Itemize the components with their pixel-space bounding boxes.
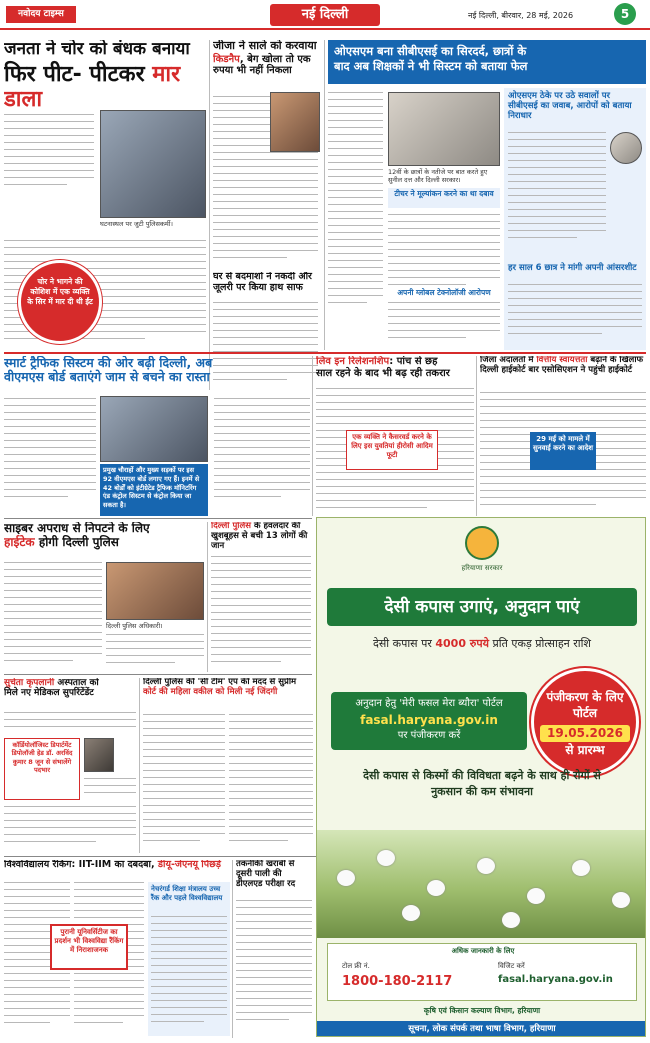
cotton-field-image	[317, 830, 646, 938]
body-text-2	[106, 634, 204, 669]
headline: सुचेता कृपलानी अस्पताल को	[4, 678, 99, 688]
ad-department: कृषि एवं किसान कल्याण विभाग, हरियाणा	[423, 1006, 541, 1015]
ad-footer: सूचना, लोक संपर्क तथा भाषा विभाग, हरियाणा	[317, 1021, 646, 1037]
headline-2: वीएमएस बोर्ड बताएंगे जाम से बचने का रास्ता	[4, 369, 210, 385]
photo-caption: 12वीं के छात्रों के नतीजे पर बात करते हुए सुनील दत्त और दिल्ली सरकार।	[388, 168, 488, 185]
visit-url-link[interactable]: fasal.haryana.gov.in	[498, 974, 613, 985]
headline: दिल्ली पुलिस के हवलदार की	[211, 522, 301, 531]
headline-2: किडनैप, बेग खोला तो एक रुपया भी नहीं निकला	[213, 53, 311, 77]
inset-box: एक व्यक्ति ने कैसरवर्ड करने के लिए इस युवतियां हीरोसी आदिम फूटी	[346, 430, 438, 470]
headline-2: साल रहने के बाद भी बढ़ रही तकरार	[316, 367, 450, 379]
article-university-rankings	[4, 860, 230, 1038]
headline: घर से बदमाशों ने नकदी और	[213, 272, 312, 282]
section-rule	[4, 518, 312, 519]
body-text-3	[4, 806, 136, 848]
article-c-team-app	[143, 678, 313, 853]
headline-2: दूसरी पाली की	[236, 868, 282, 879]
subhead-2: अपनी ग्लोबल टेक्नोलॉजी आरोपण	[397, 288, 491, 297]
page-number: 5	[614, 3, 636, 25]
column-rule	[207, 522, 208, 672]
headline: लिव इन रिलेशनशिप: पांच से छह	[316, 356, 438, 367]
body-text-2	[388, 214, 500, 291]
body-text-3	[388, 302, 500, 344]
article-live-in	[316, 356, 474, 516]
article-district-courts	[480, 356, 646, 516]
body-text	[211, 556, 311, 668]
headline-3: डीएलएड परीक्षा रद	[236, 878, 296, 889]
haryana-cotton-advertisement[interactable]	[316, 517, 646, 1037]
masthead-dateline: नई दिल्ली, बीरवार, 28 मई, 2026	[468, 11, 574, 20]
headline-2: दिल्ली हाईकोर्ट बार एसोसिएशन ने पहुंची हाईकोर्ट	[480, 364, 633, 375]
column-rule	[232, 860, 233, 1038]
masthead-brand: नवोदय टाइम्स	[6, 6, 76, 23]
article-havaldar	[211, 522, 311, 672]
body-text	[4, 712, 136, 733]
ad-govt-label: हरियाणा सरकार	[461, 564, 503, 572]
column-rule	[324, 40, 325, 350]
article-cbse-osm	[328, 40, 646, 350]
article-cyber-police	[4, 522, 204, 672]
side-headline-2: हर साल 6 छात्र ने मांगी अपनी आंसरशीट	[508, 263, 637, 273]
police-officers-photo	[106, 562, 204, 620]
ad-headline: देसी कपास उगाएं, अनुदान पाएं	[327, 588, 637, 626]
masthead-city: नई दिल्ली	[270, 4, 380, 26]
ad-portal-box: अनुदान हेतु 'मेरी फसल मेरा ब्यौरा' पोर्टल fasal.haryana.gov.in पर पंजीकरण करें	[331, 692, 527, 750]
headline-2: मिले नए मेडिकल सुपरिंटेंडेंट	[4, 688, 94, 699]
ad-benefit: देसी कपास से किस्मों की विविधता बढ़ने के साथ ही रोगों से नुकसान की कम संभावना	[363, 769, 601, 798]
body-text	[236, 900, 312, 1026]
ad-incentive: देसी कपास पर 4000 रुपये प्रति एकड़ प्रोत्साहन राशि	[373, 637, 591, 650]
body-text	[328, 92, 383, 309]
scene-photo	[100, 110, 206, 218]
body-text-2	[214, 398, 310, 503]
section-rule	[4, 674, 312, 675]
headline-2: कोर्ट की महिला वकील को मिली नई जिंदगी	[143, 686, 278, 697]
section-rule	[4, 352, 646, 354]
inset-box: पुरानी यूनिवर्सिटीज का प्रदर्शन भी विश्वविद्या रैंकिंग में निराशाजनक	[50, 924, 128, 970]
body-text	[143, 714, 225, 847]
body-text	[4, 114, 94, 191]
ad-info-box: अधिक जानकारी के लिए टोल फ्री नं. 1800-180-2117 विजिट करें fasal.haryana.gov.in	[327, 943, 637, 1001]
column-rule	[139, 678, 140, 853]
body-text	[4, 398, 96, 503]
headline-2: जूलरी पर किया हाथ साफ	[213, 281, 303, 293]
building-photo	[270, 92, 320, 152]
article-sucheta-hospital	[4, 678, 136, 853]
inset-box: प्रमुख चौराहों और मुख्य सड़कों पर इस 92 वीएमएस बोर्ड लगाए गए हैं। इनमें से 42 बोर्डों को इंटीग्रेटेड ट्रैफिक मॉनिटरिंग एंड कंट्रोल सिस्टम से कंट्रोल किया जा सकता है।	[100, 464, 208, 516]
inset-box: कॉर्डियोलॉजिस्ट डिपार्टमेंट डिपोलॉजी हेड डॉ. अरविंद कुमार 8 जून से संभालेंगे पदभार	[4, 738, 80, 800]
column-rule	[209, 40, 210, 390]
headline: जीजा ने साले को करवाया	[213, 40, 317, 52]
headline: तकनीकी खराबी से	[236, 860, 295, 869]
photo-caption: दिल्ली पुलिस अधिकारी।	[106, 622, 163, 630]
masthead	[0, 0, 650, 30]
haryana-emblem-icon	[465, 526, 499, 560]
headline: स्मार्ट ट्रैफिक सिस्टम की ओर बढ़ी दिल्ली, अब	[4, 356, 213, 370]
article-kidnap	[213, 40, 321, 270]
headline-2: फिर पीट- पीटकर मार डाला	[4, 61, 181, 112]
ad-registration-badge: पंजीकरण के लिए पोर्टल 19.05.2026 से प्रारम्भ	[531, 668, 639, 776]
side-body-2	[508, 284, 642, 340]
press-conference-photo	[388, 92, 500, 166]
headline-2: खुशबूहस से बची 13 लोगों की जान	[211, 530, 308, 551]
doctor-portrait	[84, 738, 114, 772]
headline: जिला अदालतों में वित्तीय स्वायत्तता बढ़ाने के खिलाफ	[480, 356, 644, 365]
column-rule	[312, 356, 313, 516]
headline-2: हाईटेक होगी दिल्ली पुलिस	[4, 534, 119, 549]
side-panel	[504, 88, 646, 350]
hearing-badge: 29 मई को मामले में सुनवाई करने का आदेश	[530, 432, 596, 470]
headline: जनता ने चोर को बंधक बनाया	[4, 40, 190, 59]
traffic-board-photo	[100, 396, 208, 462]
body-text	[4, 562, 102, 667]
sidebar-box: नेचरंगर्ड शिक्षा मंत्रालय उच्च रैंक और पहले विश्वविद्यालय	[148, 882, 230, 1036]
headline: विश्वविद्यालय रैंकिंग: IIT-IIM का दबदबा, डीयू-जेएनयू पिछड़े	[4, 860, 221, 870]
sidebar-body	[151, 916, 227, 1028]
subhead-box: टीचर ने मूल्यांकन करने का था दबाव	[388, 188, 500, 208]
photo-caption: घटनास्थल पर जुटी पुलिसकर्मी।	[100, 220, 173, 228]
callout-circle: चोर ने भागने की कोशिश में एक व्यक्ति के सिर में मार दी थी ईंट	[18, 260, 102, 344]
article-mob-thief	[4, 40, 207, 390]
side-headline: ओएसएम ठेके पर उठे सवालों पर सीबीएसई का जवाब, आरोपों को बताया निराधार	[508, 91, 632, 121]
headline: दिल्ली पुलिस की 'सी टीम' एप की मदद से सुप्रीम	[143, 678, 297, 687]
cbse-logo	[610, 132, 642, 164]
headline-bar: ओएसएम बना सीबीएसई का सिरदर्द, छात्रों के बाद अब शिक्षकों ने भी सिस्टम को बताया फेल	[328, 40, 646, 84]
body-text-2	[229, 714, 313, 847]
column-rule	[476, 356, 477, 516]
body-text-2	[84, 778, 136, 799]
side-body	[508, 132, 606, 244]
article-smart-traffic	[4, 356, 310, 516]
headline: साइबर अपराध से निपटने के लिए	[4, 522, 150, 535]
article-deled-exam	[236, 860, 312, 1038]
tollfree-number[interactable]: 1800-180-2117	[342, 974, 453, 989]
